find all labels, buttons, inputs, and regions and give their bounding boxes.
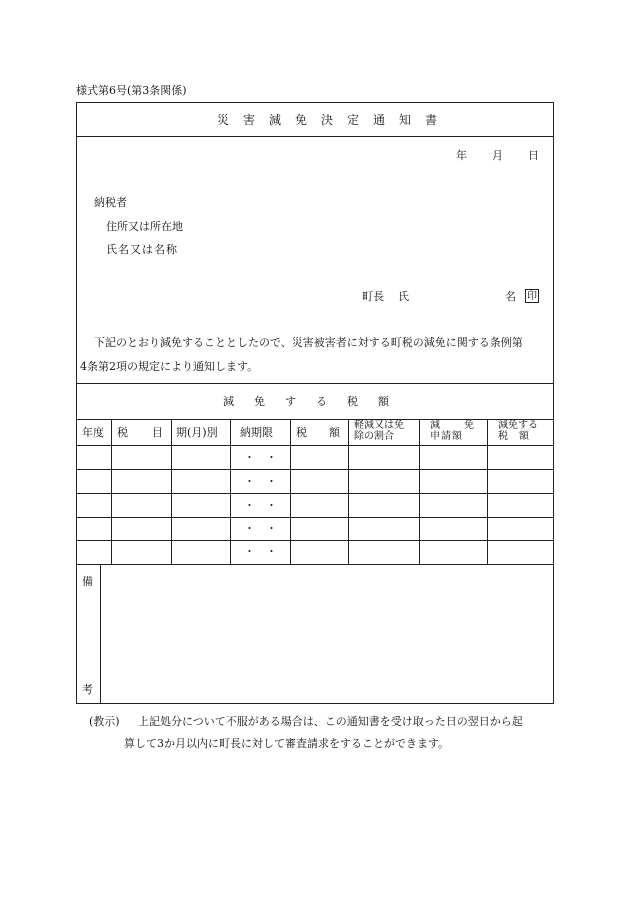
row-divider bbox=[76, 469, 554, 470]
column-divider bbox=[171, 419, 172, 564]
column-divider bbox=[230, 419, 231, 564]
remarks-column-divider bbox=[100, 564, 101, 704]
deadline-placeholder: ・ ・ bbox=[244, 451, 277, 464]
body-divider bbox=[76, 383, 554, 384]
address-label: 住所又は所在地 bbox=[106, 220, 183, 233]
section-title: 減免する税額 bbox=[223, 395, 409, 408]
header-deadline: 納期限 bbox=[240, 426, 273, 439]
header-year: 年度 bbox=[82, 426, 104, 439]
header-exempt-line2: 税額 bbox=[498, 431, 540, 442]
name-label: 氏名又は名称 bbox=[106, 243, 178, 256]
notice-body-line2: 4条第2項の規定により通知します。 bbox=[80, 360, 259, 373]
row-divider bbox=[76, 493, 554, 494]
instruction-line1: 上記処分について不服がある場合は、この通知書を受け取った日の翌日から起 bbox=[138, 715, 523, 728]
date-year: 年 bbox=[456, 149, 467, 162]
row-divider bbox=[76, 540, 554, 541]
instruction-label: (教示) bbox=[89, 715, 120, 728]
remarks-label-bottom: 考 bbox=[82, 683, 93, 696]
form-number-label: 様式第6号(第3条関係) bbox=[76, 84, 187, 97]
header-exempt-line1: 減免する bbox=[498, 420, 538, 431]
deadline-placeholder: ・ ・ bbox=[244, 545, 277, 558]
date-day: 日 bbox=[528, 149, 539, 162]
deadline-placeholder: ・ ・ bbox=[244, 475, 277, 488]
deadline-placeholder: ・ ・ bbox=[244, 522, 277, 535]
header-application-line2: 申請額 bbox=[430, 431, 463, 442]
column-divider bbox=[348, 419, 349, 564]
header-application-line1: 減免 bbox=[430, 420, 498, 431]
header-tax-amount: 税額 bbox=[296, 426, 362, 439]
header-rate-line2: 除の割合 bbox=[354, 431, 394, 442]
column-divider bbox=[487, 419, 488, 564]
header-tax-item: 税目 bbox=[117, 426, 187, 439]
mayor-honorific: 氏 bbox=[398, 290, 409, 303]
header-period: 期(月)別 bbox=[176, 426, 218, 439]
mayor-label: 町長 bbox=[362, 290, 384, 303]
column-divider bbox=[111, 419, 112, 564]
column-divider bbox=[290, 419, 291, 564]
header-divider bbox=[76, 445, 554, 446]
mayor-name-suffix: 名 bbox=[505, 290, 516, 303]
remarks-label-top: 備 bbox=[82, 575, 93, 588]
remarks-divider bbox=[76, 564, 554, 565]
notice-body-line1: 下記のとおり減免することとしたので、災害被害者に対する町税の減免に関する条例第 bbox=[94, 336, 523, 349]
column-divider bbox=[419, 419, 420, 564]
seal-mark: 印 bbox=[527, 291, 537, 302]
instruction-line2: 算して3か月以内に町長に対して審査請求をすることができます。 bbox=[124, 737, 450, 750]
document-title: 災害減免決定通知書 bbox=[217, 113, 452, 127]
taxpayer-heading: 納税者 bbox=[94, 196, 127, 209]
deadline-placeholder: ・ ・ bbox=[244, 499, 277, 512]
row-divider bbox=[76, 517, 554, 518]
date-month: 月 bbox=[492, 149, 503, 162]
title-divider bbox=[76, 136, 554, 137]
header-rate-line1: 軽減又は免 bbox=[354, 420, 404, 431]
